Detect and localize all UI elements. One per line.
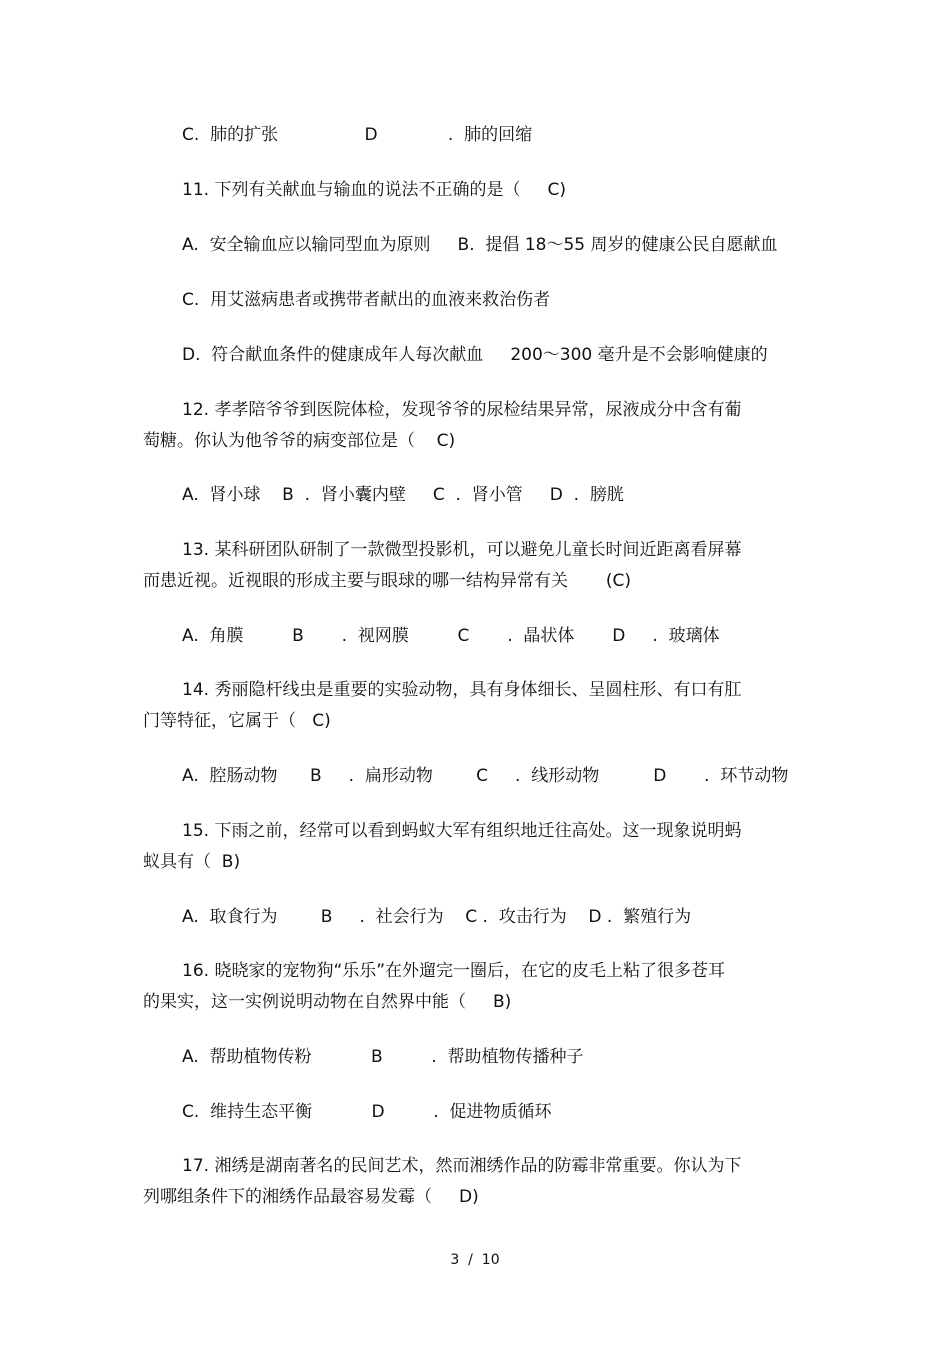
question-12-stem: 12. 孝孝陪爷爷到医院体检，发现爷爷的尿检结果异常，尿液成分中含有葡 (182, 400, 742, 420)
question-12-stem-cont: 萄糖。你认为他爷爷的病变部位是（ C) (143, 431, 456, 451)
option-line-13: A. 角膜 B . 视网膜 C . 晶状体 D . 玻璃体 (182, 626, 720, 646)
question-11-stem: 11. 下列有关献血与输血的说法不正确的是（ C) (182, 180, 566, 200)
question-13-stem-cont: 而患近视。近视眼的形成主要与眼球的哪一结构异常有关 (C) (143, 571, 631, 591)
page-number: 3 / 10 (450, 1252, 500, 1268)
option-line-16-cd: C. 维持生态平衡 D . 促进物质循环 (182, 1102, 552, 1122)
question-17-stem-cont: 列哪组条件下的湘绣作品最容易发霉（ D) (143, 1187, 479, 1207)
option-line-12: A. 肾小球 B . 肾小囊内壁 C . 肾小管 D . 膀胱 (182, 485, 624, 505)
question-14-stem: 14. 秀丽隐杆线虫是重要的实验动物，具有身体细长、呈圆柱形、有口有肛 (182, 680, 742, 700)
option-line-14: A. 腔肠动物 B . 扁形动物 C . 线形动物 D . 环节动物 (182, 766, 789, 786)
option-line-16-ab: A. 帮助植物传粉 B . 帮助植物传播种子 (182, 1047, 584, 1067)
option-line-15: A. 取食行为 B . 社会行为 C . 攻击行为 D . 繁殖行为 (182, 907, 692, 927)
option-line-11-c: C. 用艾滋病患者或携带者献出的血液来救治伤者 (182, 290, 551, 310)
question-15-stem: 15. 下雨之前，经常可以看到蚂蚁大军有组织地迁往高处。这一现象说明蚂 (182, 821, 742, 841)
option-line-11-ab: A. 安全输血应以输同型血为原则 B. 提倡 18～55 周岁的健康公民自愿献血 (182, 235, 778, 255)
question-14-stem-cont: 门等特征，它属于（ C) (143, 711, 331, 731)
question-16-stem: 16. 晓晓家的宠物狗“乐乐”在外遛完一圈后，在它的皮毛上粘了很多苍耳 (182, 961, 726, 981)
question-17-stem: 17. 湘绣是湖南著名的民间艺术，然而湘绣作品的防霉非常重要。你认为下 (182, 1156, 742, 1176)
question-16-stem-cont: 的果实，这一实例说明动物在自然界中能（ B) (143, 992, 512, 1012)
question-13-stem: 13. 某科研团队研制了一款微型投影机，可以避免儿童长时间近距离看屏幕 (182, 540, 742, 560)
option-line-10-cd: C. 肺的扩张 D . 肺的回缩 (182, 125, 533, 145)
option-line-11-d: D. 符合献血条件的健康成年人每次献血 200～300 毫升是不会影响健康的 (182, 345, 768, 365)
question-15-stem-cont: 蚁具有（ B) (143, 852, 241, 872)
